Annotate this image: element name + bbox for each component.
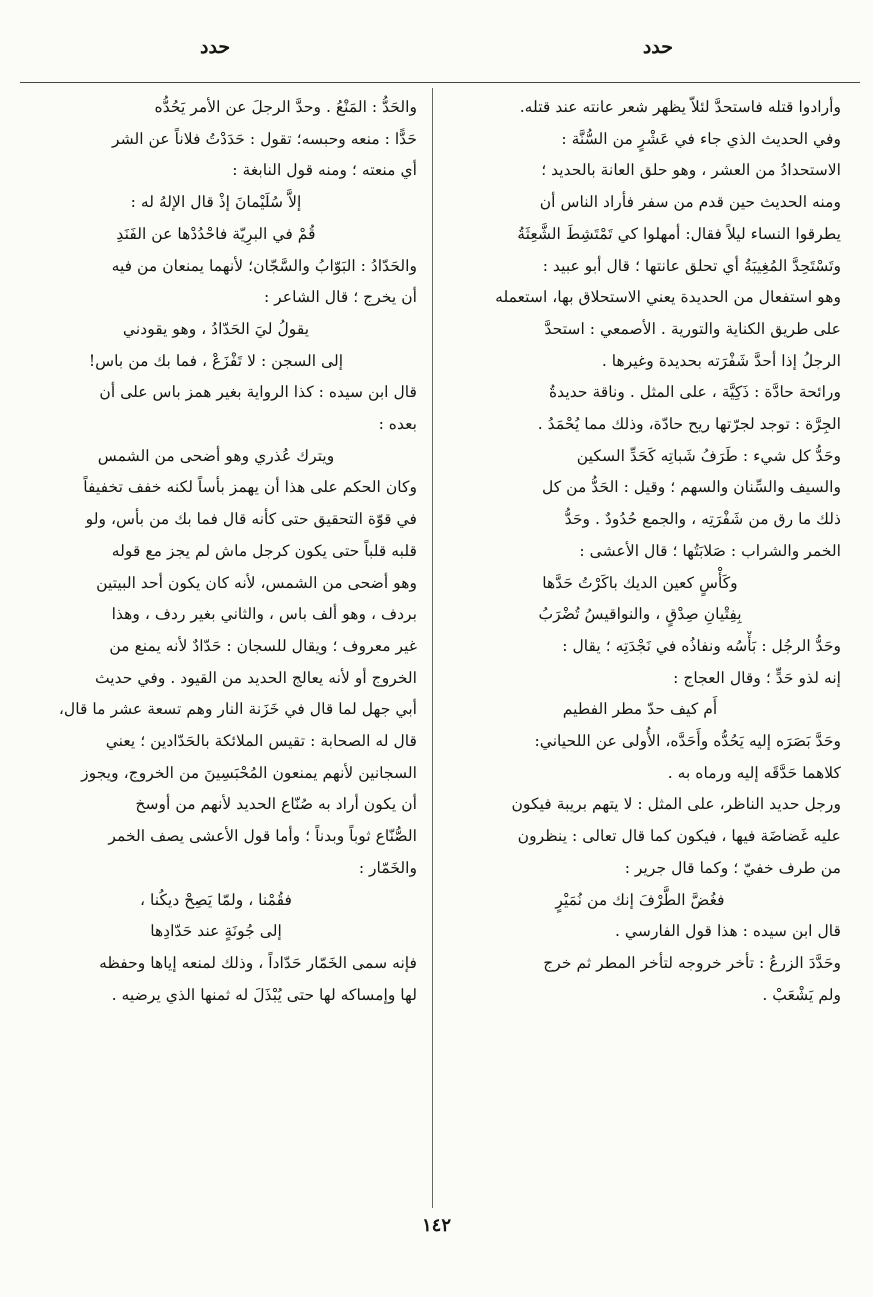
text-line: وحَدُّ كل شيء : طَرَفُ شَباتِه كَحَدِّ السكين <box>576 446 841 465</box>
text-line: وفي الحديث الذي جاء في عَشْرٍ من السُّنَّة : <box>561 129 841 148</box>
running-head-right: حدد <box>642 36 673 58</box>
verse-line: فغُضَّ الطَّرْفَ إنك من نُمَيْرٍ <box>555 890 725 909</box>
text-line: وهو أضحى من الشمس، لأنه كان يكون أحد البيتين <box>96 573 417 592</box>
text-line: ورائحة حادَّة : ذَكِيَّة ، على المثل . وناقة حديدةُ <box>549 383 841 402</box>
text-line: الصُّنّاع ثوباً وبدناً ؛ وأما قول الأعشى يصف الخمر <box>108 827 417 846</box>
text-line: وحَدَّدَ الزرعُ : تأخر خروجه لتأخر المطر ثم خرج <box>543 953 841 972</box>
text-line: والسيف والسِّنان والسهم ؛ وقيل : الحَدُّ من كل <box>541 478 841 497</box>
verse-line: ويترك عُذري وهو أضحى من الشمس <box>97 446 335 465</box>
text-line: أن يكون أراد به صُنّاع الحديد لأنهم من أوسخ <box>135 795 417 814</box>
text-line: والخَمّار : <box>358 858 417 877</box>
text-line: في قوّة التحقيق حتى كأنه قال فما بك من بأس، ولو <box>85 510 417 529</box>
text-line: يطرقوا النساء ليلاً فقال: أمهلوا كي تَمْتَشِطَ الشَّعِثَةُ <box>517 224 841 243</box>
verse-line: يقولُ ليَ الحَدّادُ ، وهو يقودني <box>122 319 310 338</box>
text-line: قال له الصحابة : تقيس الملائكة بالحَدّادين ؛ يعني <box>105 732 417 751</box>
header-rule <box>20 82 860 83</box>
text-line: والحَدُّ : المَنْعُ . وحدَّ الرجلَ عن الأمر يَحُدُّه <box>154 98 417 116</box>
verse-line: قُمْ في البرِيّة فاحْدُدْها عن الفَنَدِ <box>116 224 316 243</box>
text-line: قلبه قلباً حتى يكون كرجل ماش لم يجز مع قوله <box>111 541 417 560</box>
text-line: وهو استفعال من الحديدة يعني الاستحلاق بها، استعمله <box>495 288 841 307</box>
text-line: وكان الحكم على هذا أن يهمز بأساً لكنه خفف تخفيفاً <box>83 478 417 497</box>
text-line: الرجلُ إذا أحدَّ شَفْرَته بحديدة وغيرها . <box>601 351 841 370</box>
verse-line: فقُمْنا ، ولمّا يَصِحْ ديكُنا ، <box>140 890 292 909</box>
verse-line: إلى السجن : لا تَفْزَعْ ، فما بك من باس! <box>88 351 344 370</box>
text-line: الاستحدادُ من العشر ، وهو حلق العانة بالحديد ؛ <box>541 161 841 180</box>
verse-line: إلى جُونَةٍ عند حَدّادِها <box>150 922 282 941</box>
text-line: على طريق الكناية والتورية . الأصمعي : استحدَّ <box>544 319 841 338</box>
column-divider <box>432 88 433 1208</box>
left-column <box>15 92 417 1207</box>
text-line: من طرف خفيّ ؛ وكما قال جرير : <box>624 858 841 877</box>
text-line: حَدًّا : منعه وحبسه؛ تقول : حَدَدْتُ فلاناً عن الشر <box>111 129 417 148</box>
page-number: ١٤٢ <box>421 1215 451 1236</box>
text-line: أن يخرج ؛ قال الشاعر : <box>263 288 417 307</box>
text-line: بردف ، وهو ألف باس ، والثاني بغير ردف ، وهذا <box>111 605 417 624</box>
text-line: وحَدُّ الرجُل : بَأْسُه ونفاذُه في نَجْدَتِه ؛ يقال : <box>562 636 841 655</box>
page-header <box>0 30 873 70</box>
text-line: ورجل حديد الناظر، على المثل : لا يتهم بريبة فيكون <box>511 795 841 814</box>
text-line: أي منعته ؛ ومنه قول النابغة : <box>232 161 417 180</box>
text-line: والحَدّادُ : البَوّابُ والسَّجّان؛ لأنهما يمنعان من فيه <box>111 256 417 275</box>
verse-line: بِفِتْيانِ صِدْقٍ ، والنواقيسُ تُضْرَبُ <box>538 605 742 624</box>
text-line: بعده : <box>378 415 417 434</box>
text-line: وحَدَّ بَصَرَه إليه يَحُدُّه وأَحَدَّه، الأُولى عن اللحياني: <box>534 732 841 751</box>
text-line: ولم يَشْعَبْ . <box>762 985 841 1004</box>
running-head-left: حدد <box>200 36 231 58</box>
text-line: ذلك ما رق من شَفْرَتِه ، والجمع حُدُودٌ . وحَدُّ <box>564 510 841 529</box>
text-line: كلاهما حَدَّقَه إليه ورماه به . <box>667 763 841 782</box>
text-line: فإنه سمى الخَمّار حَدّاداً ، وذلك لمنعه إياها وحفظه <box>99 953 417 972</box>
text-line: الخروج أو لأنه يعالج الحديد من القيود . وفي حديث <box>94 668 417 687</box>
text-line: وأرادوا قتله فاستحدَّ لئلاّ يظهر شعر عانته عند قتله. <box>519 98 841 116</box>
text-line: الجِرَّة : توجد لجرّتها ريح حادّة، وذلك مما يُحْمَدُ . <box>537 415 841 434</box>
verse-line: إلاَّ سُلَيْمانَ إذْ قال الإلهُ له : <box>130 193 302 212</box>
text-line: عليه غَضاضَة فيها ، فيكون كما قال تعالى : ينظرون <box>517 827 841 846</box>
text-line: قال ابن سيده : كذا الرواية بغير همز باس على أن <box>99 383 417 402</box>
verse-line: أَم كيف حدّ مطر الفطيم <box>562 700 718 719</box>
right-column <box>439 92 841 1207</box>
text-line: إنه لذو حَدٍّ ؛ وقال العجاج : <box>673 668 841 687</box>
text-line: قال ابن سيده : هذا قول الفارسي . <box>614 922 841 941</box>
text-line: وتَسْتَحِدَّ المُغِيبَةُ أي تحلق عانتها ؛ قال أبو عبيد : <box>542 256 841 275</box>
text-line: غير معروف ؛ ويقال للسجان : حَدّادٌ لأنه يمنع من <box>109 636 417 655</box>
text-line: ومنه الحديث حين قدم من سفر فأراد الناس أن <box>539 193 841 212</box>
verse-line: وكَأْسٍ كعين الديك باكَرْتُ حَدَّها <box>542 573 738 592</box>
text-line: أبي جهل لما قال في خَزَنة النار وهم تسعة عشر ما قال، <box>58 700 417 719</box>
text-line: الخمر والشراب : صَلابَتُها ؛ قال الأعشى : <box>579 541 841 560</box>
text-line: لها وإمساكه لها حتى يُبْذَلَ له ثمنها الذي يرضيه . <box>111 985 417 1004</box>
text-line: السجانين لأنهم يمنعون المُحْبَسِينَ من الخروج، ويجوز <box>81 763 417 782</box>
